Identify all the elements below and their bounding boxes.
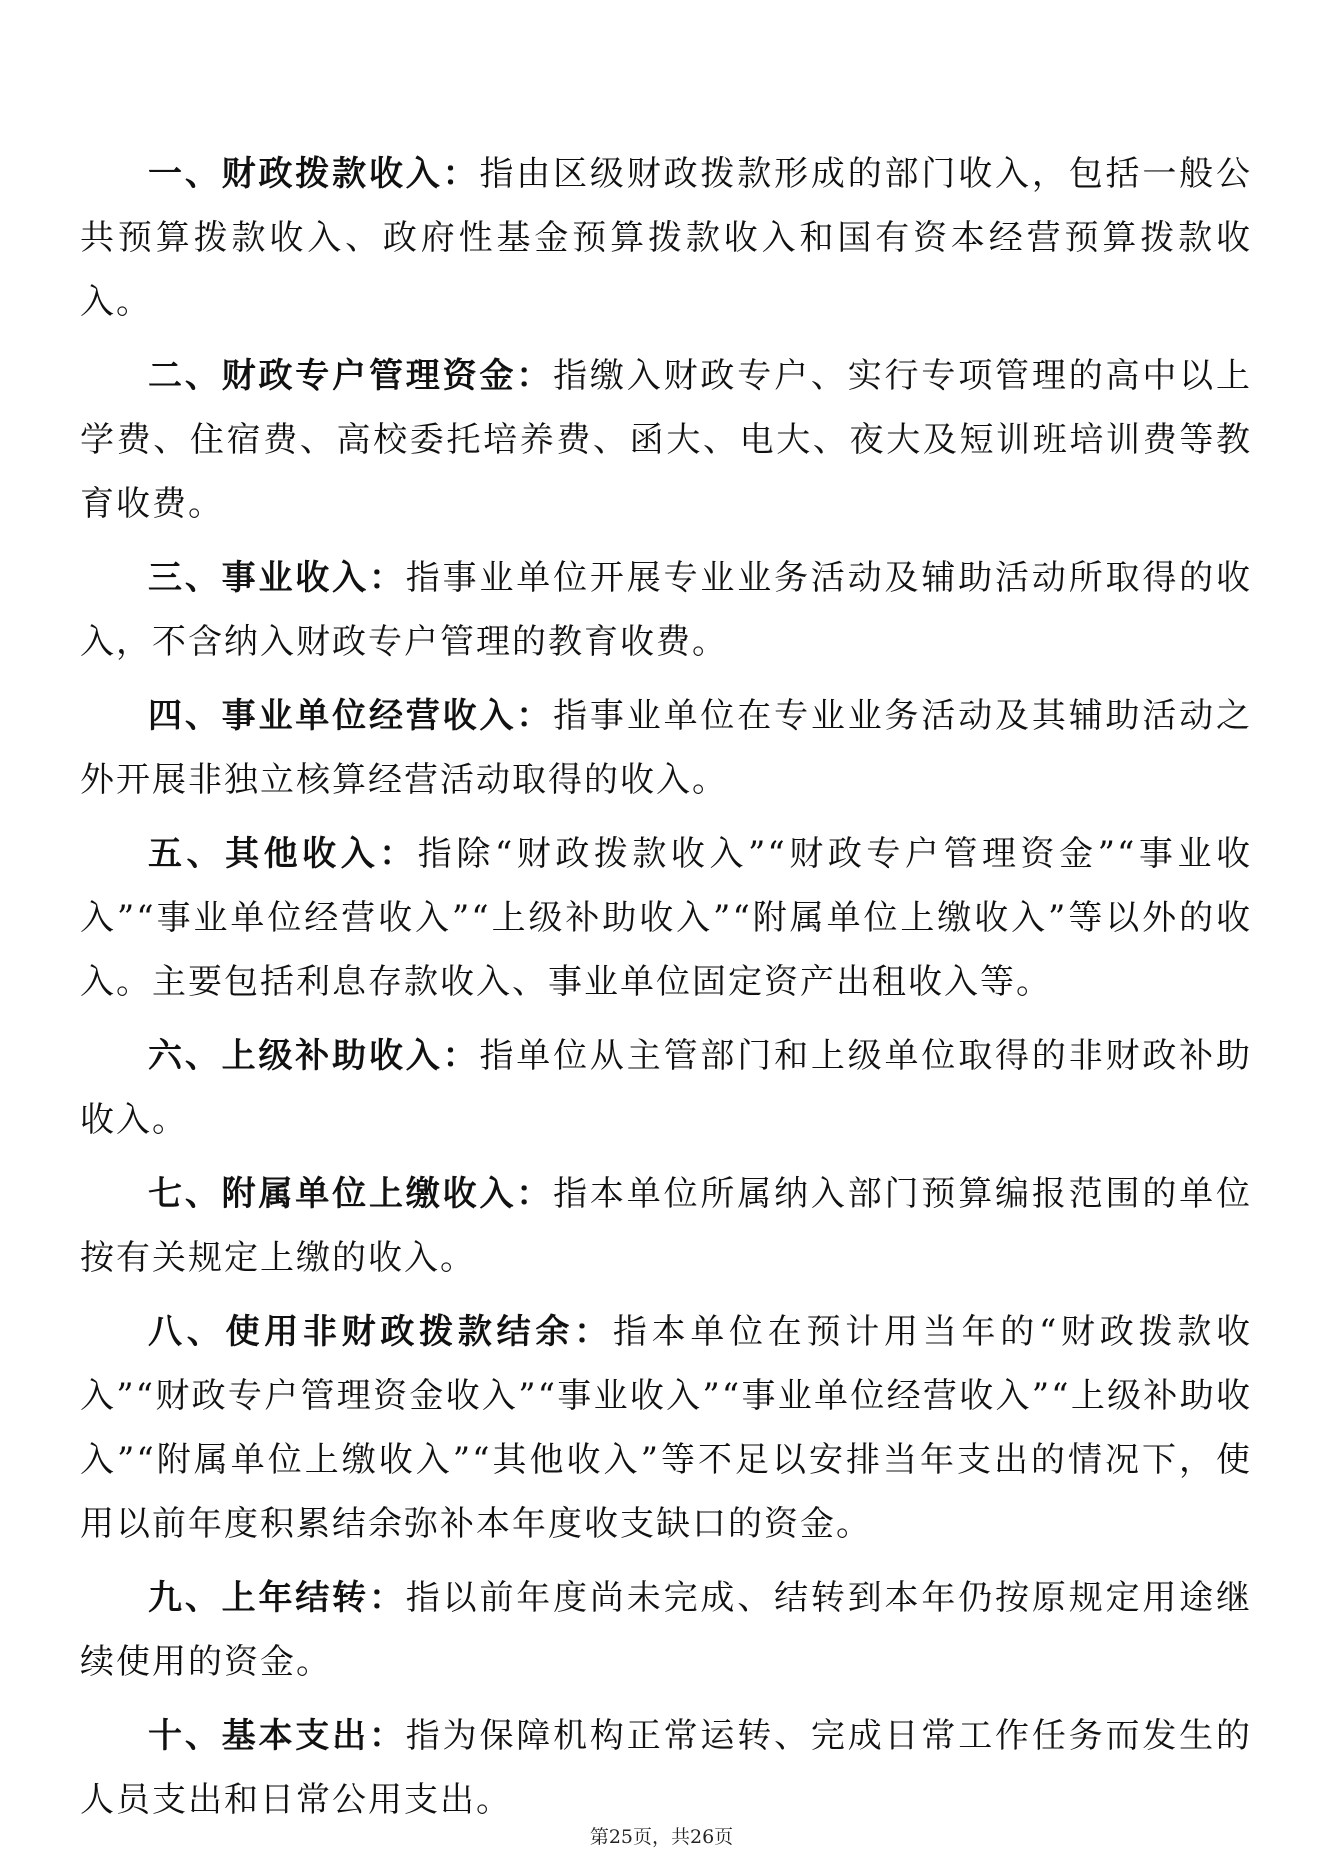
definition-paragraph-10 — [80, 1704, 1252, 1832]
definition-term: 九、上年结转： — [148, 1578, 406, 1618]
definition-term: 四、事业单位经营收入： — [148, 696, 554, 736]
definition-term: 六、上级补助收入： — [148, 1036, 480, 1076]
definition-paragraph-8 — [80, 1300, 1252, 1556]
definition-text: 指缴入财政专户、实行专项管理的高中以上学费、住宿费、高校委托培养费、函大、电大、夜大及短训班培训费等教育收费。 — [80, 356, 1253, 524]
definition-text: 指为保障机构正常运转、完成日常工作任务而发生的人员支出和日常公用支出。 — [80, 1716, 1253, 1820]
definition-text: 指以前年度尚未完成、结转到本年仍按原规定用途继续使用的资金。 — [80, 1578, 1253, 1682]
definition-paragraph-1 — [80, 142, 1252, 334]
definition-paragraph-9 — [80, 1566, 1252, 1694]
definition-text: 指事业单位开展专业业务活动及辅助活动所取得的收入，不含纳入财政专户管理的教育收费。 — [80, 558, 1253, 662]
definition-paragraph-7 — [80, 1162, 1252, 1290]
definition-term: 七、附属单位上缴收入： — [148, 1174, 554, 1214]
definition-paragraph-6 — [80, 1024, 1252, 1152]
document-body — [80, 142, 1252, 1842]
definition-term: 十、基本支出： — [148, 1716, 406, 1756]
definition-text: 指除“财政拨款收入”“财政专户管理资金”“事业收入”“事业单位经营收入”“上级补助收入”“附属单位上缴收入”等以外的收入。主要包括利息存款收入、事业单位固定资产出租收入等。 — [80, 834, 1252, 1002]
definition-term: 八、使用非财政拨款结余： — [148, 1312, 613, 1352]
definition-text: 指事业单位在专业业务活动及其辅助活动之外开展非独立核算经营活动取得的收入。 — [80, 696, 1253, 800]
definition-term: 五、其他收入： — [148, 834, 418, 874]
definition-term: 一、财政拨款收入： — [148, 154, 480, 194]
definition-text: 指由区级财政拨款形成的部门收入，包括一般公共预算拨款收入、政府性基金预算拨款收入和国有资本经营预算拨款收入。 — [80, 154, 1253, 322]
definition-paragraph-2 — [80, 344, 1252, 536]
definition-text: 指单位从主管部门和上级单位取得的非财政补助收入。 — [80, 1036, 1253, 1140]
definition-term: 三、事业收入： — [148, 558, 406, 598]
definition-paragraph-3 — [80, 546, 1252, 674]
definition-text: 指本单位所属纳入部门预算编报范围的单位按有关规定上缴的收入。 — [80, 1174, 1253, 1278]
definition-paragraph-5 — [80, 822, 1252, 1014]
definition-term: 二、财政专户管理资金： — [148, 356, 554, 396]
definition-paragraph-4 — [80, 684, 1252, 812]
definition-text: 指本单位在预计用当年的“财政拨款收入”“财政专户管理资金收入”“事业收入”“事业单位经营收入”“上级补助收入”“附属单位上缴收入”“其他收入”等不足以安排当年支出的情况下，使用以前年度积累结余弥补本年度收支缺口的资金。 — [80, 1312, 1253, 1544]
page-number: 第25页，共26页 — [589, 1826, 734, 1848]
